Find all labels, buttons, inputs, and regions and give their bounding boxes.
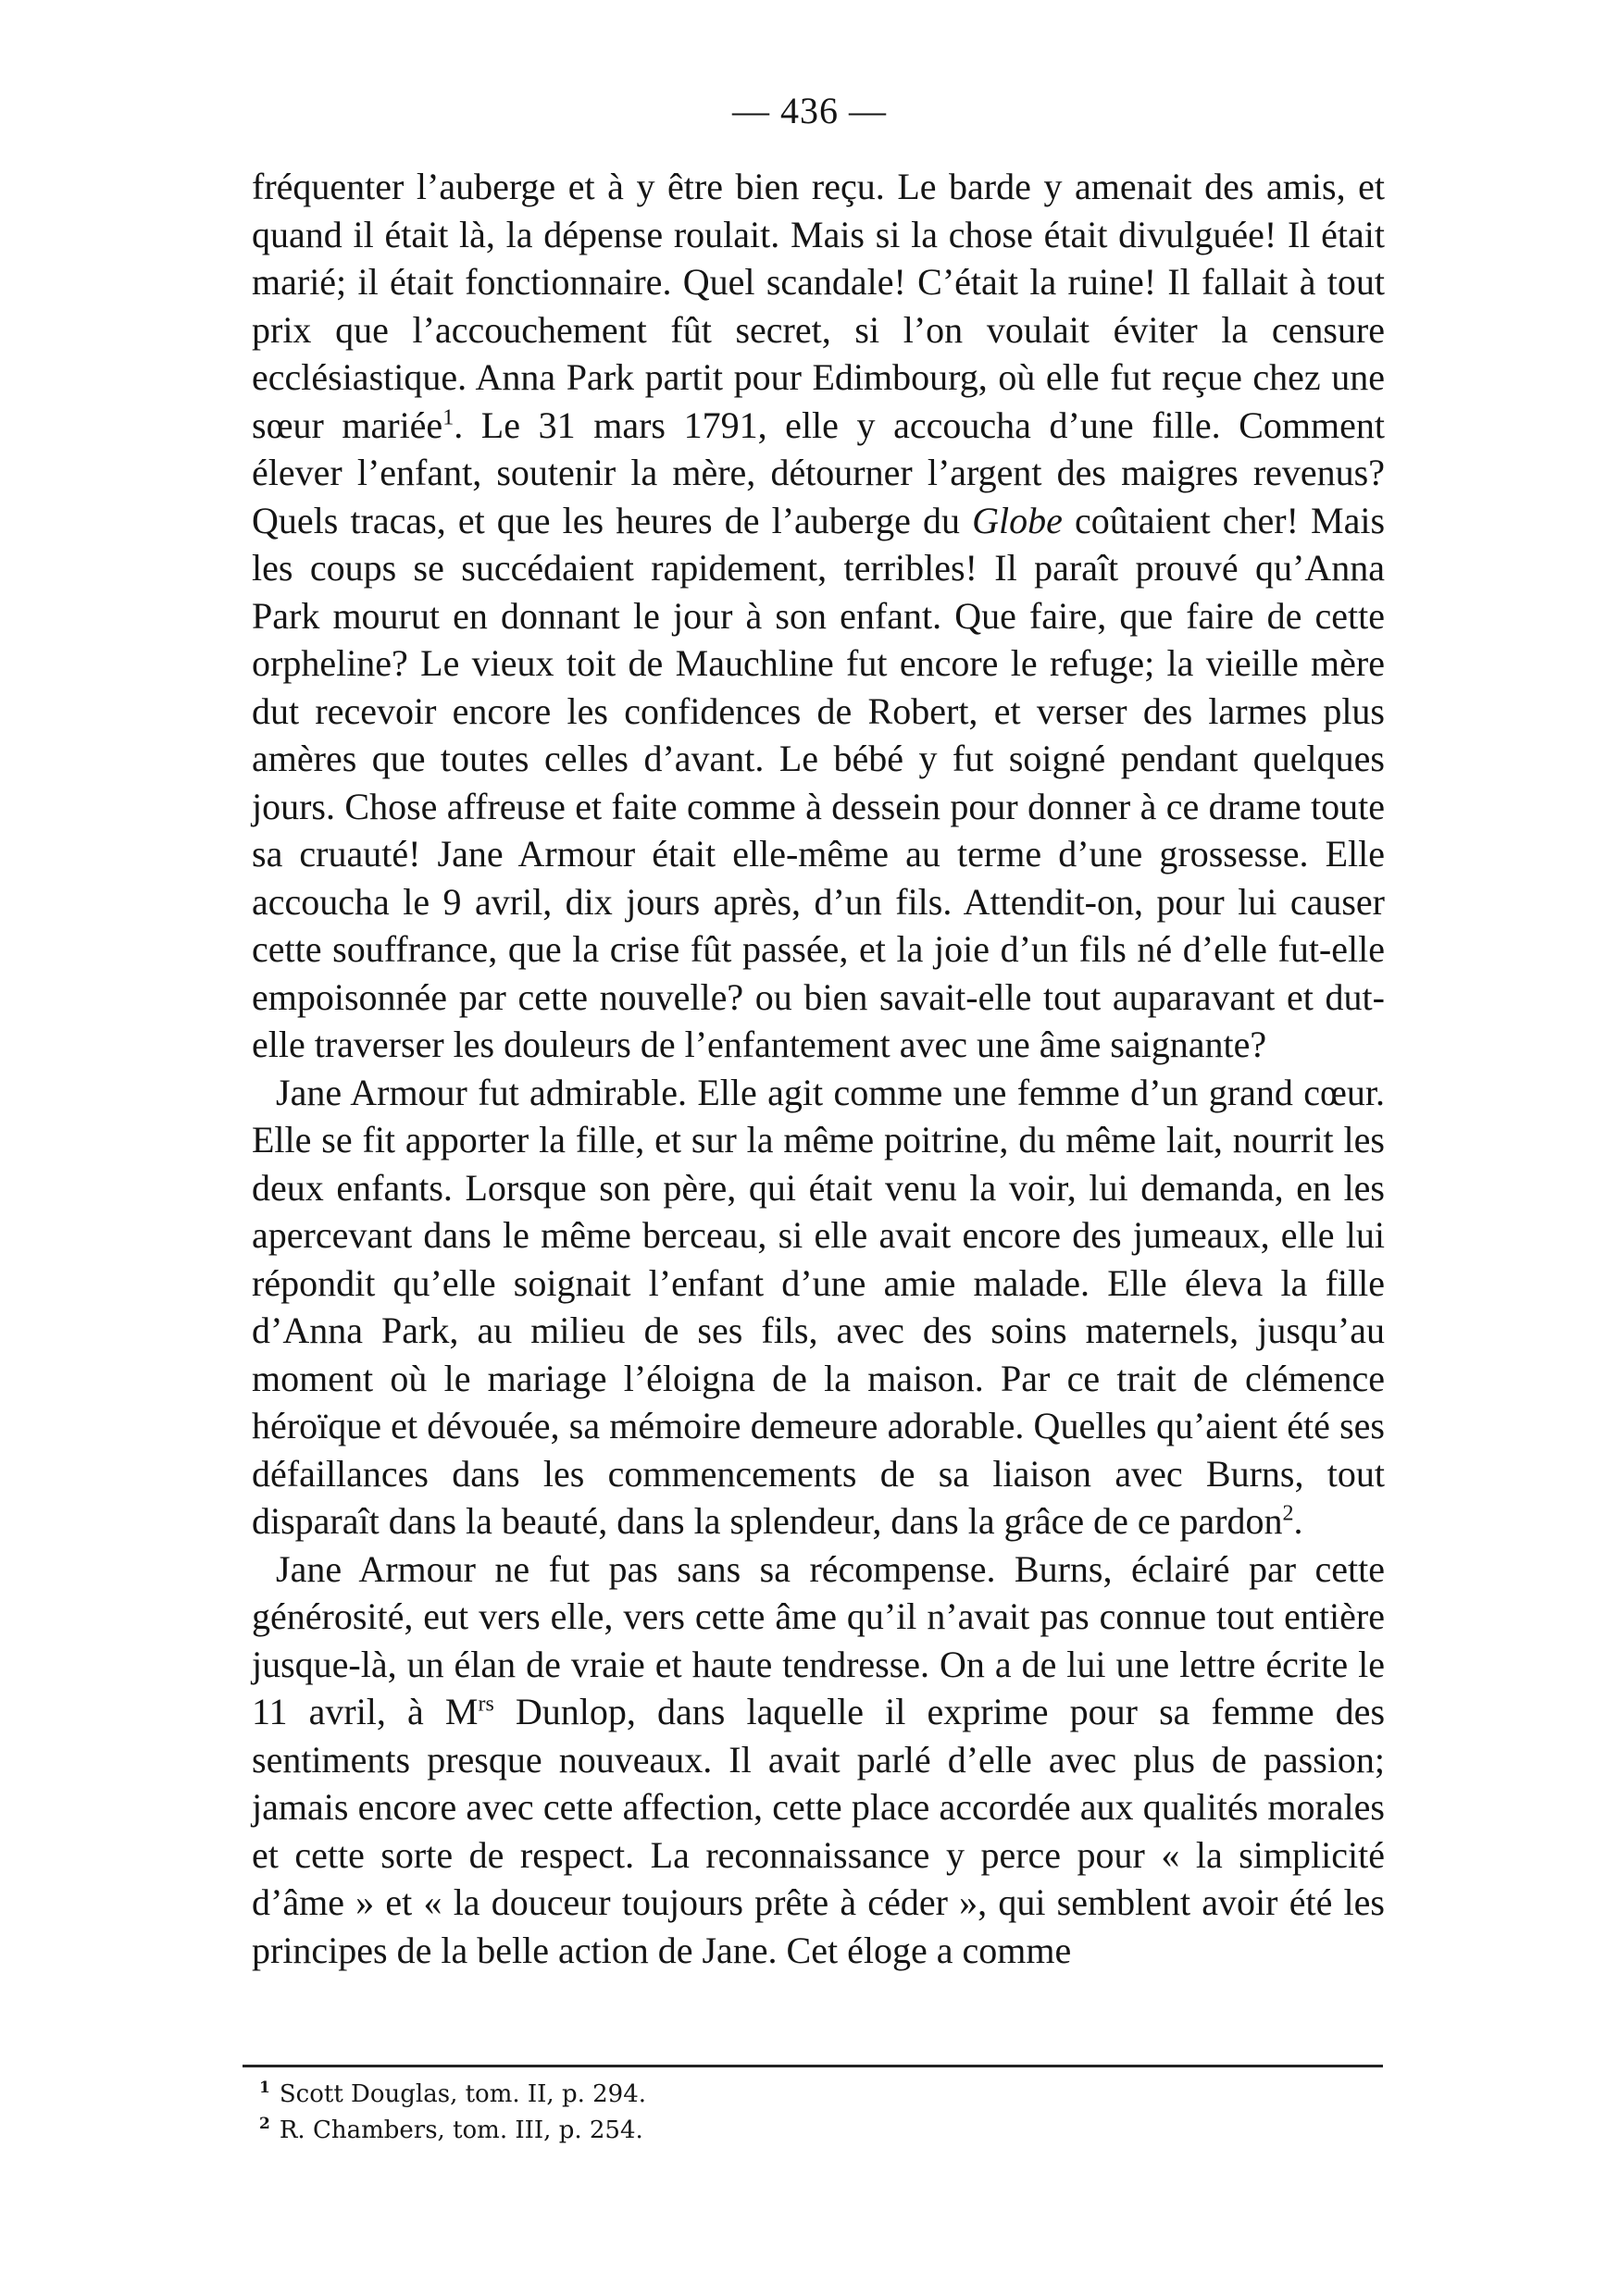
footnote-1-text: Scott Douglas, tom. II, p. 294. <box>279 2080 647 2108</box>
body-text <box>252 163 1385 1974</box>
paragraph-1-text-c: coûtaient cher! Mais les coups se succédaient rapidement, terribles! Il paraît prouvé qu’Anna Park mourut en donnant le jour à son enfant. Que faire, que faire de cette orpheline? Le vieux toit de Mauchline fut encore le refuge; la vieille mère dut recevoir encore les confidences de Robert, et verser des larmes plus amères que toutes celles d’avant. Le bébé y fut soigné pendant quelques jours. Chose affreuse et faite comme à dessein pour donner à ce drame toute sa cruauté! Jane Armour était elle-même au terme d’une grossesse. Elle accoucha le 9 avril, dix jours après, d’un fils. Attendit-on, pour lui causer cette souffrance, que la crise fût passée, et la joie d’un fils né d’elle fut-elle empoisonnée par cette nouvelle? ou bien savait-elle tout auparavant et dut-elle traverser les douleurs de l’enfantement avec une âme saignante? <box>252 499 1386 1065</box>
paragraph-1-text-b: . Le 31 mars 1791, elle y accoucha d’une fille. Comment élever l’enfant, soutenir la mère, détourner l’argent des maigres revenus? Quels tracas, et que les heures de l’auberge du <box>252 403 1385 541</box>
footnote-1 <box>259 2077 1324 2113</box>
footnotes <box>259 2077 1324 2149</box>
mrs-superscript: rs <box>478 1692 494 1717</box>
footnote-divider <box>243 2065 1383 2067</box>
paragraph-3 <box>252 1545 1385 1975</box>
paragraph-2-text-a: Jane Armour fut admirable. Elle agit comme une femme d’un grand cœur. Elle se fit apporter la fille, et sur la même poitrine, du même lait, nourrit les deux enfants. Lorsque son père, qui était venu la voir, lui demanda, en les apercevant dans le même berceau, si elle avait encore des jumeaux, elle lui répondit qu’elle soignait l’enfant d’une amie malade. Elle éleva la fille d’Anna Park, au milieu de ses fils, avec des soins maternels, jusqu’au moment où le mariage l’éloigna de la maison. Par ce trait de clémence héroïque et dévouée, sa mémoire demeure adorable. Quelles qu’aient été ses défaillances dans les commencements de sa liaison avec Burns, tout disparaît dans la beauté, dans la splendeur, dans la grâce de ce pardon <box>252 1071 1385 1542</box>
globe-italic: Globe <box>972 499 1063 541</box>
footnote-2-number: 2 <box>259 2115 270 2134</box>
footnote-2 <box>259 2113 1324 2149</box>
paragraph-2 <box>252 1069 1385 1545</box>
page-number: — 436 — <box>732 90 887 131</box>
footnote-ref-2: 2 <box>1282 1501 1294 1526</box>
paragraph-2-text-b: . <box>1293 1500 1303 1542</box>
footnote-2-text: R. Chambers, tom. III, p. 254. <box>279 2116 643 2144</box>
paragraph-1-text-a: fréquenter l’auberge et à y être bien reçu. Le barde y amenait des amis, et quand il était là, la dépense roulait. Mais si la chose était divulguée! Il était marié; il était fonctionnaire. Quel scandale! C’était la ruine! Il fallait à tout prix que l’accouchement fût secret, si l’on voulait éviter la censure ecclésiastique. Anna Park partit pour Edimbourg, où elle fut reçue chez une sœur mariée <box>252 166 1385 446</box>
paragraph-3-text-a: Jane Armour ne fut pas sans sa récompense. Burns, éclairé par cette générosité, eut vers elle, vers cette âme qu’il n’avait pas connue tout entière jusque-là, un élan de vraie et haute tendresse. On a de lui une lettre écrite le 11 avril, à M <box>252 1547 1385 1732</box>
footnote-1-number: 1 <box>259 2079 270 2098</box>
paragraph-3-text-b: Dunlop, dans laquelle il exprime pour sa femme des sentiments presque nouveaux. Il avait parlé d’elle avec plus de passion; jamais encore avec cette affection, cette place accordée aux qualités morales et cette sorte de respect. La reconnaissance y perce pour « la simplicité d’âme » et « la douceur toujours prête à céder », qui semblent avoir été les principes de la belle action de Jane. Cet éloge a comme <box>252 1691 1386 1971</box>
footnote-ref-1: 1 <box>442 405 455 430</box>
paragraph-1 <box>252 163 1385 1069</box>
